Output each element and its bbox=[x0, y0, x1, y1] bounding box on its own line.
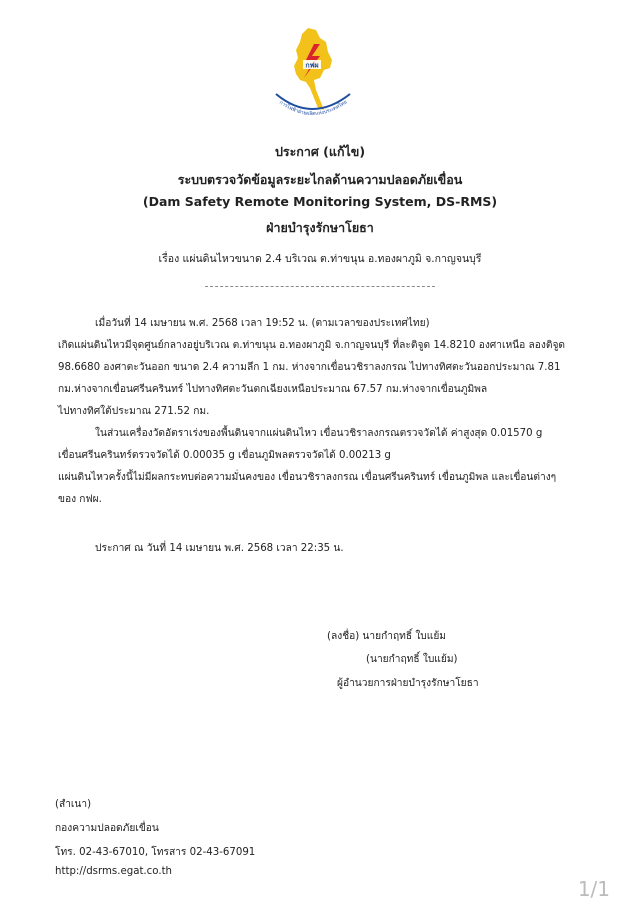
body-line: 98.6680 องศาตะวันออก ขนาด 2.4 ความลึก 1 กม. ห่างจากเขื่อนวชิราลงกรณ ไปทางทิศตะวันออกประมาณ 7.81 bbox=[58, 362, 561, 373]
body-line: ในส่วนเครื่องวัดอัตราเร่งของพื้นดินจากแผ่นดินไหว เขื่อนวชิราลงกรณตรวจวัดได้ ค่าสูงสุด 0.01570 g bbox=[95, 428, 543, 439]
body-line: เมื่อวันที่ 14 เมษายน พ.ศ. 2568 เวลา 19:52 น. (ตามเวลาของประเทศไทย) bbox=[95, 318, 430, 329]
logo-caption: การไฟฟ้าฝ่ายผลิตแห่งประเทศไทย bbox=[278, 99, 349, 118]
body-line: ของ กฟผ. bbox=[58, 494, 102, 505]
office-name: กองความปลอดภัยเขื่อน bbox=[55, 823, 159, 834]
signature-line: (ลงชื่อ) นายกำฤทธิ์ ใบแย้ม bbox=[327, 631, 447, 642]
egat-logo bbox=[270, 24, 354, 122]
copy-label: (สำเนา) bbox=[55, 799, 92, 810]
logo-text: กฟผ bbox=[305, 61, 319, 70]
body-line: เขื่อนศรีนครินทร์ตรวจวัดได้ 0.00035 g เขื่อนภูมิพลตรวจวัดได้ 0.00213 g bbox=[58, 450, 391, 461]
department-name: ฝ่ายบำรุงรักษาโยธา bbox=[266, 220, 374, 235]
system-name-en: (Dam Safety Remote Monitoring System, DS-RMS) bbox=[142, 194, 498, 209]
page-number: 1/1 bbox=[577, 877, 610, 901]
separator-line bbox=[205, 286, 435, 287]
signer-name: (นายกำฤทธิ์ ใบแย้ม) bbox=[366, 654, 458, 665]
announce-date: ประกาศ ณ วันที่ 14 เมษายน พ.ศ. 2568 เวลา 22:35 น. bbox=[95, 543, 344, 554]
body-line: แผ่นดินไหวครั้งนี้ไม่มีผลกระทบต่อความมั่นคงของ เขื่อนวชิราลงกรณ เขื่อนศรีนครินทร์ เขื่อนภูมิพล และเขื่อนต่างๆ bbox=[58, 472, 557, 483]
contact-phone: โทร. 02-43-67010, โทรสาร 02-43-67091 bbox=[55, 847, 256, 858]
signer-position: ผู้อำนวยการฝ่ายบำรุงรักษาโยธา bbox=[337, 678, 479, 689]
body-line: ไปทางทิศใต้ประมาณ 271.52 กม. bbox=[58, 406, 210, 417]
subject-line: เรื่อง แผ่นดินไหวขนาด 2.4 บริเวณ ต.ท่าขนุน อ.ทองผาภูมิ จ.กาญจนบุรี bbox=[158, 253, 482, 265]
body-line: กม.ห่างจากเขื่อนศรีนครินทร์ ไปทางทิศตะวันตกเฉียงเหนือประมาณ 67.57 กม.ห่างจากเขื่อนภูมิพล bbox=[58, 384, 488, 395]
page-title: ประกาศ (แก้ไข) bbox=[274, 144, 366, 159]
body-line: เกิดแผ่นดินไหวมีจุดศูนย์กลางอยู่บริเวณ ต.ท่าขนุน อ.ทองผาภูมิ จ.กาญจนบุรี ที่ละติจูด 14.8210 องศาเหนือ ลองติจูด bbox=[58, 340, 566, 351]
system-name: ระบบตรวจวัดข้อมูลระยะไกลด้านความปลอดภัยเขื่อน bbox=[177, 172, 463, 187]
website-link[interactable]: http://dsrms.egat.co.th bbox=[55, 866, 173, 877]
